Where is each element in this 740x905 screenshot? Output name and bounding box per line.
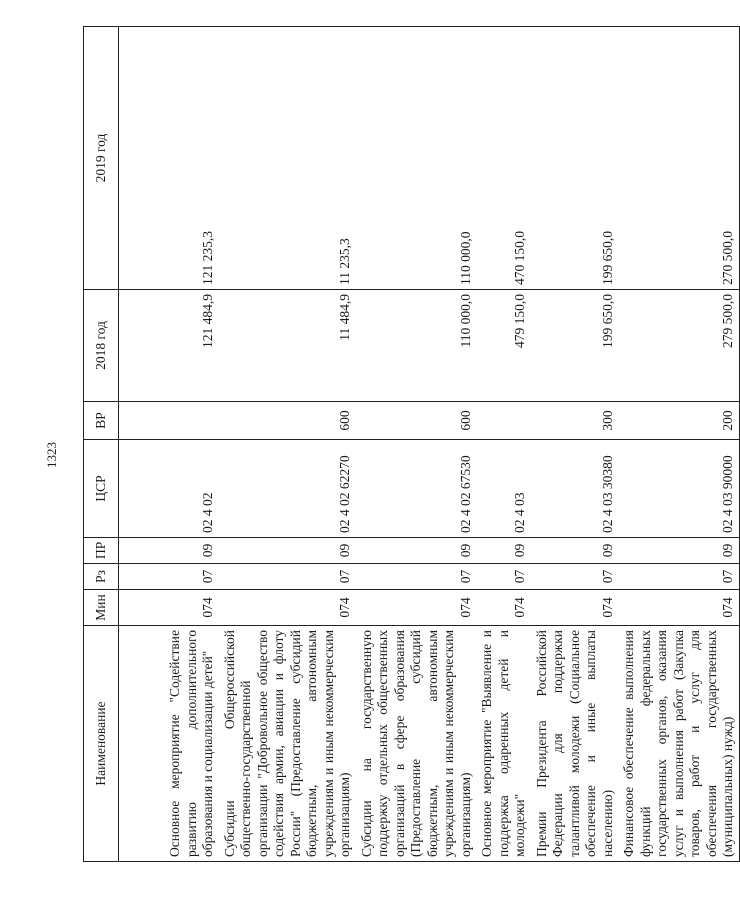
row-rz: 07 — [119, 564, 219, 590]
row-2018: 479 150,0 — [476, 290, 531, 402]
table-row — [476, 27, 531, 862]
row-2019: 110 000,0 — [356, 27, 477, 290]
row-vr: 300 — [531, 402, 619, 440]
row-pr: 09 — [531, 538, 619, 564]
row-2018: 110 000,0 — [356, 290, 477, 402]
row-vr: 600 — [219, 402, 356, 440]
row-2019: 121 235,3 — [119, 27, 219, 290]
table-row — [531, 27, 619, 862]
header-rz: Рз — [84, 564, 119, 590]
budget-table — [83, 26, 740, 862]
row-rz: 07 — [219, 564, 356, 590]
row-2018: 121 484,9 — [119, 290, 219, 402]
row-csr: 02 4 02 62270 — [219, 440, 356, 538]
row-min: 074 — [476, 590, 531, 626]
row-2018: 279 500,0 — [618, 290, 739, 402]
row-2019: 470 150,0 — [476, 27, 531, 290]
row-min: 074 — [356, 590, 477, 626]
header-name: Наименование — [84, 626, 119, 862]
table-row — [356, 27, 477, 862]
row-rz: 07 — [531, 564, 619, 590]
row-vr: 600 — [356, 402, 477, 440]
row-min: 074 — [531, 590, 619, 626]
row-2019: 199 650,0 — [531, 27, 619, 290]
row-rz: 07 — [476, 564, 531, 590]
row-min: 074 — [618, 590, 739, 626]
row-vr — [119, 402, 219, 440]
row-pr: 09 — [476, 538, 531, 564]
row-csr: 02 4 03 30380 — [531, 440, 619, 538]
row-min: 074 — [219, 590, 356, 626]
row-name: Субсидии Общероссийской общественно-государственной организации "Добровольное общество содействия армии, авиации и флоту России" (Предоставление субсидий бюджетным, автономным учреждениям и иным некоммерческим организациям) — [219, 626, 356, 862]
row-vr — [476, 402, 531, 440]
row-vr: 200 — [618, 402, 739, 440]
row-2019: 11 235,3 — [219, 27, 356, 290]
table-row — [219, 27, 356, 862]
row-name: Финансовое обеспечение выполнения функций федеральных государственных органов, оказания услуг и выполнения работ (Закупка товаров, работ и услуг для обеспечения государственных (муниципальных) нужд) — [618, 626, 739, 862]
row-rz: 07 — [356, 564, 477, 590]
header-pr: ПР — [84, 538, 119, 564]
row-rz: 07 — [618, 564, 739, 590]
header-csr: ЦСР — [84, 440, 119, 538]
row-pr: 09 — [219, 538, 356, 564]
row-name: Основное мероприятие "Содействие развитию дополнительного образования и социализации детей" — [119, 626, 219, 862]
row-name: Премии Президента Российской Федерации для поддержки талантливой молодежи (Социальное обеспечение и иные выплаты населению) — [531, 626, 619, 862]
row-name: Основное мероприятие "Выявление и поддержка одаренных детей и молодежи" — [476, 626, 531, 862]
row-csr: 02 4 02 — [119, 440, 219, 538]
row-min: 074 — [119, 590, 219, 626]
row-2018: 199 650,0 — [531, 290, 619, 402]
header-vr: ВР — [84, 402, 119, 440]
header-min: Мин — [84, 590, 119, 626]
row-pr: 09 — [119, 538, 219, 564]
table-row — [618, 27, 739, 862]
row-csr: 02 4 03 90000 — [618, 440, 739, 538]
row-name: Субсидии на государственную поддержку отдельных общественных организаций в сфере образования (Предоставление субсидий бюджетным, автономным учреждениям и иным некоммерческим организациям) — [356, 626, 477, 862]
table-row — [119, 27, 219, 862]
row-pr: 09 — [618, 538, 739, 564]
row-2018: 11 484,9 — [219, 290, 356, 402]
row-pr: 09 — [356, 538, 477, 564]
header-2018: 2018 год — [84, 290, 119, 402]
row-csr: 02 4 03 — [476, 440, 531, 538]
header-2019: 2019 год — [84, 27, 119, 290]
page-number: 1323 — [44, 442, 59, 468]
row-csr: 02 4 02 67530 — [356, 440, 477, 538]
table-header-row — [84, 27, 119, 862]
row-2019: 270 500,0 — [618, 27, 739, 290]
